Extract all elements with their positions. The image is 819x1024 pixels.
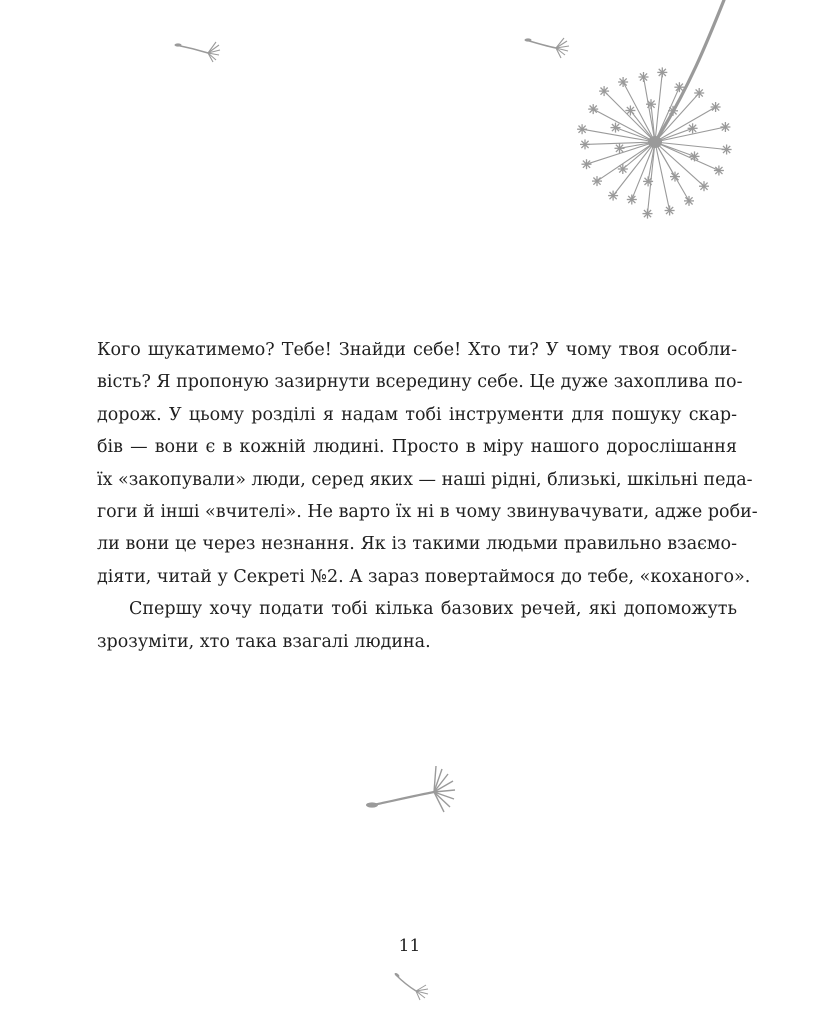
text-line: діяти, читай у Секреті №2. А зараз повертаймося до тебе, «коханого». [97,566,751,587]
dandelion-seed-icon [366,766,455,812]
dandelion-flower-icon [577,0,732,219]
text-line: їх «закопували» люди, серед яких — наші рідні, близькі, шкільні педа- [97,469,753,490]
page-number: 11 [398,936,421,956]
text-line: вість? Я пропоную зазирнути всередину себе. Це дуже захоплива по- [97,372,743,393]
dandelion-seed-icon [175,42,221,62]
text-line: зрозуміти, хто така взагалі людина. [97,631,431,652]
text-line: бів — вони є в кожній людині. Просто в міру нашого дорослішання [97,437,737,458]
body-text [97,334,758,658]
dandelion-seed-icon [525,38,570,58]
text-line: Кого шукатимемо? Тебе! Знайди себе! Хто ти? У чому твоя особли- [97,340,737,360]
dandelion-seed-icon [394,972,428,1000]
text-line: дорож. У цьому розділі я надам тобі інструменти для пошуку скар- [97,404,737,425]
text-line: ли вони це через незнання. Як із такими людьми правильно взаємо- [97,534,737,555]
text-line: гоги й інші «вчителі». Не варто їх ні в чому звинувачувати, адже роби- [97,501,758,522]
text-line: Спершу хочу подати тобі кілька базових речей, які допоможуть [129,599,737,620]
